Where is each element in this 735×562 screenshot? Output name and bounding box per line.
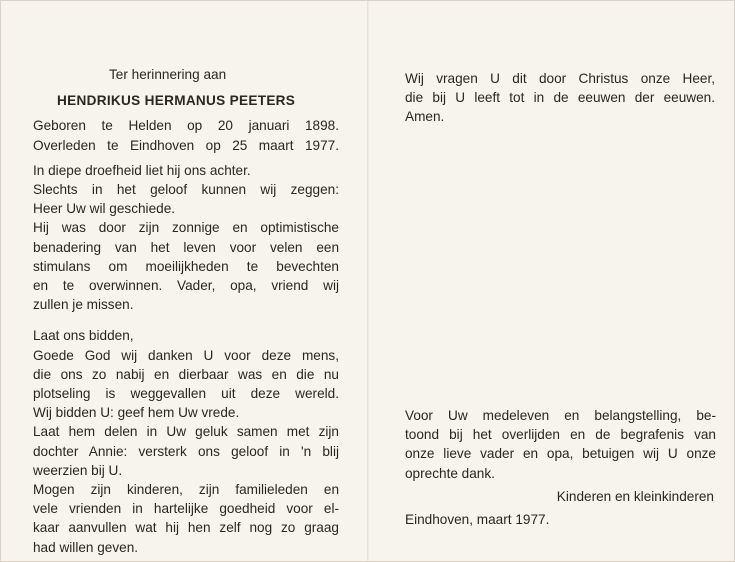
text-line: toond bij het overlijden en de begrafenis van — [405, 427, 716, 443]
text-line: kaar aanvullen wat hij hen zelf nog zo graag — [33, 520, 339, 536]
text-line: Voor Uw medeleven en belangstelling, be- — [405, 408, 716, 423]
text-line: Slechts in het geloof kunnen wij zeggen: — [33, 182, 339, 198]
death-line: Overleden te Eindhoven op 25 maart 1977. — [33, 137, 339, 153]
remembrance-paragraph — [33, 161, 339, 315]
text-line: Wij bidden U: geef hem Uw vrede. — [33, 405, 240, 421]
text-line: had willen geven. — [33, 539, 139, 555]
text-line: In diepe droefheid liet hij ons achter. — [33, 162, 251, 178]
text-line: die bij U leeft tot in de eeuwen der eeuwen. — [405, 90, 715, 106]
closing-prayer — [405, 69, 715, 127]
text-line: plotseling is weggevallen uit deze wereld. — [33, 386, 339, 402]
place-date: Eindhoven, maart 1977. — [405, 512, 550, 528]
birth-line: Geboren te Helden op 20 januari 1898. — [33, 118, 339, 134]
thanks-section — [405, 406, 716, 529]
text-line: oprechte dank. — [405, 465, 495, 481]
text-line: Mogen zijn kinderen, zijn familieleden en — [33, 482, 339, 498]
left-panel — [33, 65, 339, 557]
text-line: Laat hem delen in Uw geluk samen met zijn — [33, 424, 339, 440]
text-line: weerzien bij U. — [33, 462, 123, 478]
text-line: Wij vragen U dit door Christus onze Heer, — [405, 71, 715, 86]
text-line: die ons zo nabij en dierbaar was en die nu — [33, 366, 339, 382]
text-line: benadering van het leven voor velen een — [33, 239, 339, 255]
card-fold — [367, 1, 369, 561]
text-line: stimulans om moeilijkheden te bevechten — [33, 258, 339, 274]
text-line: Goede God wij danken U voor deze mens, — [33, 347, 339, 363]
prayer-paragraph — [33, 326, 339, 556]
deceased-name: HENDRIKUS HERMANUS PEETERS — [57, 93, 296, 109]
text-line: Amen. — [405, 109, 445, 125]
text-line: Heer Uw wil geschiede. — [33, 201, 176, 217]
text-line: dochter Annie: versterk ons geloof in 'n blij — [33, 443, 339, 459]
text-line: vele vrienden in hartelijke goedheid voor el- — [33, 501, 339, 517]
text-line: Laat ons bidden, — [33, 328, 134, 344]
text-line: Hij was door zijn zonnige en optimistische — [33, 220, 339, 236]
signature: Kinderen en kleinkinderen — [556, 488, 714, 504]
intro-text: Ter herinnering aan — [109, 67, 227, 82]
text-line: zullen je missen. — [33, 297, 134, 313]
text-line: onze lieve vader en opa, betuigen wij U onze — [405, 446, 716, 462]
text-line: en te overwinnen. Vader, opa, vriend wij — [33, 278, 339, 294]
